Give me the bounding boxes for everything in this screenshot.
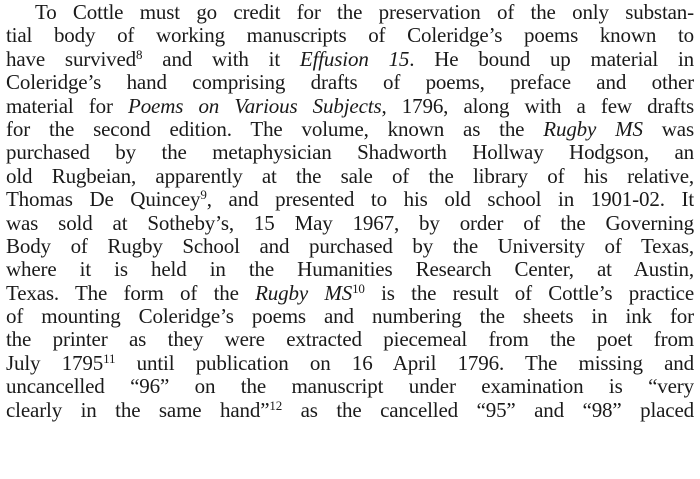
text-line (6, 375, 694, 398)
footnote-ref: 10 (352, 281, 365, 296)
text-run: To Cottle must go credit for the preservation of the only substan- (35, 1, 694, 24)
text-run: material for (6, 94, 129, 118)
footnote-ref: 8 (136, 47, 143, 62)
text-run: where it is held in the Humanities Research Center, at Austin, (6, 258, 694, 282)
italic-title: Effusion 15 (299, 47, 410, 71)
text-run: the printer as they were extracted piecemeal from the poet from (6, 328, 694, 352)
footnote-ref: 9 (200, 188, 207, 203)
text-run: of mounting Coleridge’s poems and numbering the sheets in ink for (6, 305, 694, 329)
text-line (6, 305, 694, 328)
text-run: old Rugbeian, apparently at the sale of the library of his relative, (6, 164, 694, 188)
text-run: Thomas De Quincey (6, 188, 201, 212)
italic-title: Rugby MS (543, 117, 643, 141)
footnote-ref: 12 (269, 398, 283, 413)
text-run: July 1795 (6, 351, 104, 375)
text-run: purchased by the metaphysician Shadworth Hollway Hodgson, an (6, 141, 694, 165)
text-line (6, 399, 694, 422)
text-run: Texas. The form of the (6, 281, 256, 305)
text-line (6, 118, 694, 141)
text-run: was (642, 117, 694, 141)
text-run: and with it (142, 47, 300, 71)
text-run: . He bound up material in (409, 47, 694, 71)
text-line (6, 95, 694, 118)
text-line (6, 212, 694, 235)
italic-title: Poems on Various Subjects (128, 94, 382, 118)
text-line (6, 352, 694, 375)
text-run: clearly in the same hand” (6, 398, 270, 422)
text-line (6, 24, 694, 47)
body-paragraph (6, 1, 694, 422)
text-run: Body of Rugby School and purchased by the University of Texas, (6, 234, 694, 258)
text-run: as the cancelled “95” and “98” placed (282, 398, 694, 422)
text-line (6, 1, 694, 24)
text-line (6, 48, 694, 71)
text-run: have survived (6, 47, 137, 71)
text-run: tial body of working manuscripts of Coleridge’s poems known to (6, 24, 694, 48)
text-run: is the result of Cottle’s practice (364, 281, 694, 305)
footnote-ref: 11 (103, 351, 116, 366)
text-run: for the second edition. The volume, known as the (6, 117, 544, 141)
text-line (6, 282, 694, 305)
text-run: uncancelled “96” on the manuscript under examination is “very (6, 375, 694, 399)
text-run: until publication on 16 April 1796. The missing and (115, 351, 694, 375)
text-line (6, 328, 694, 351)
text-run: , and presented to his old school in 1901-02. It (206, 188, 694, 212)
text-run: Coleridge’s hand comprising drafts of poems, preface and other (6, 71, 694, 95)
text-run: was sold at Sotheby’s, 15 May 1967, by order of the Governing (6, 211, 694, 235)
text-line (6, 235, 694, 258)
text-line (6, 188, 694, 211)
text-line (6, 71, 694, 94)
text-line (6, 165, 694, 188)
text-run: , 1796, along with a few drafts (381, 94, 694, 118)
italic-title: Rugby MS (255, 281, 353, 305)
text-line (6, 141, 694, 164)
text-line (6, 258, 694, 281)
